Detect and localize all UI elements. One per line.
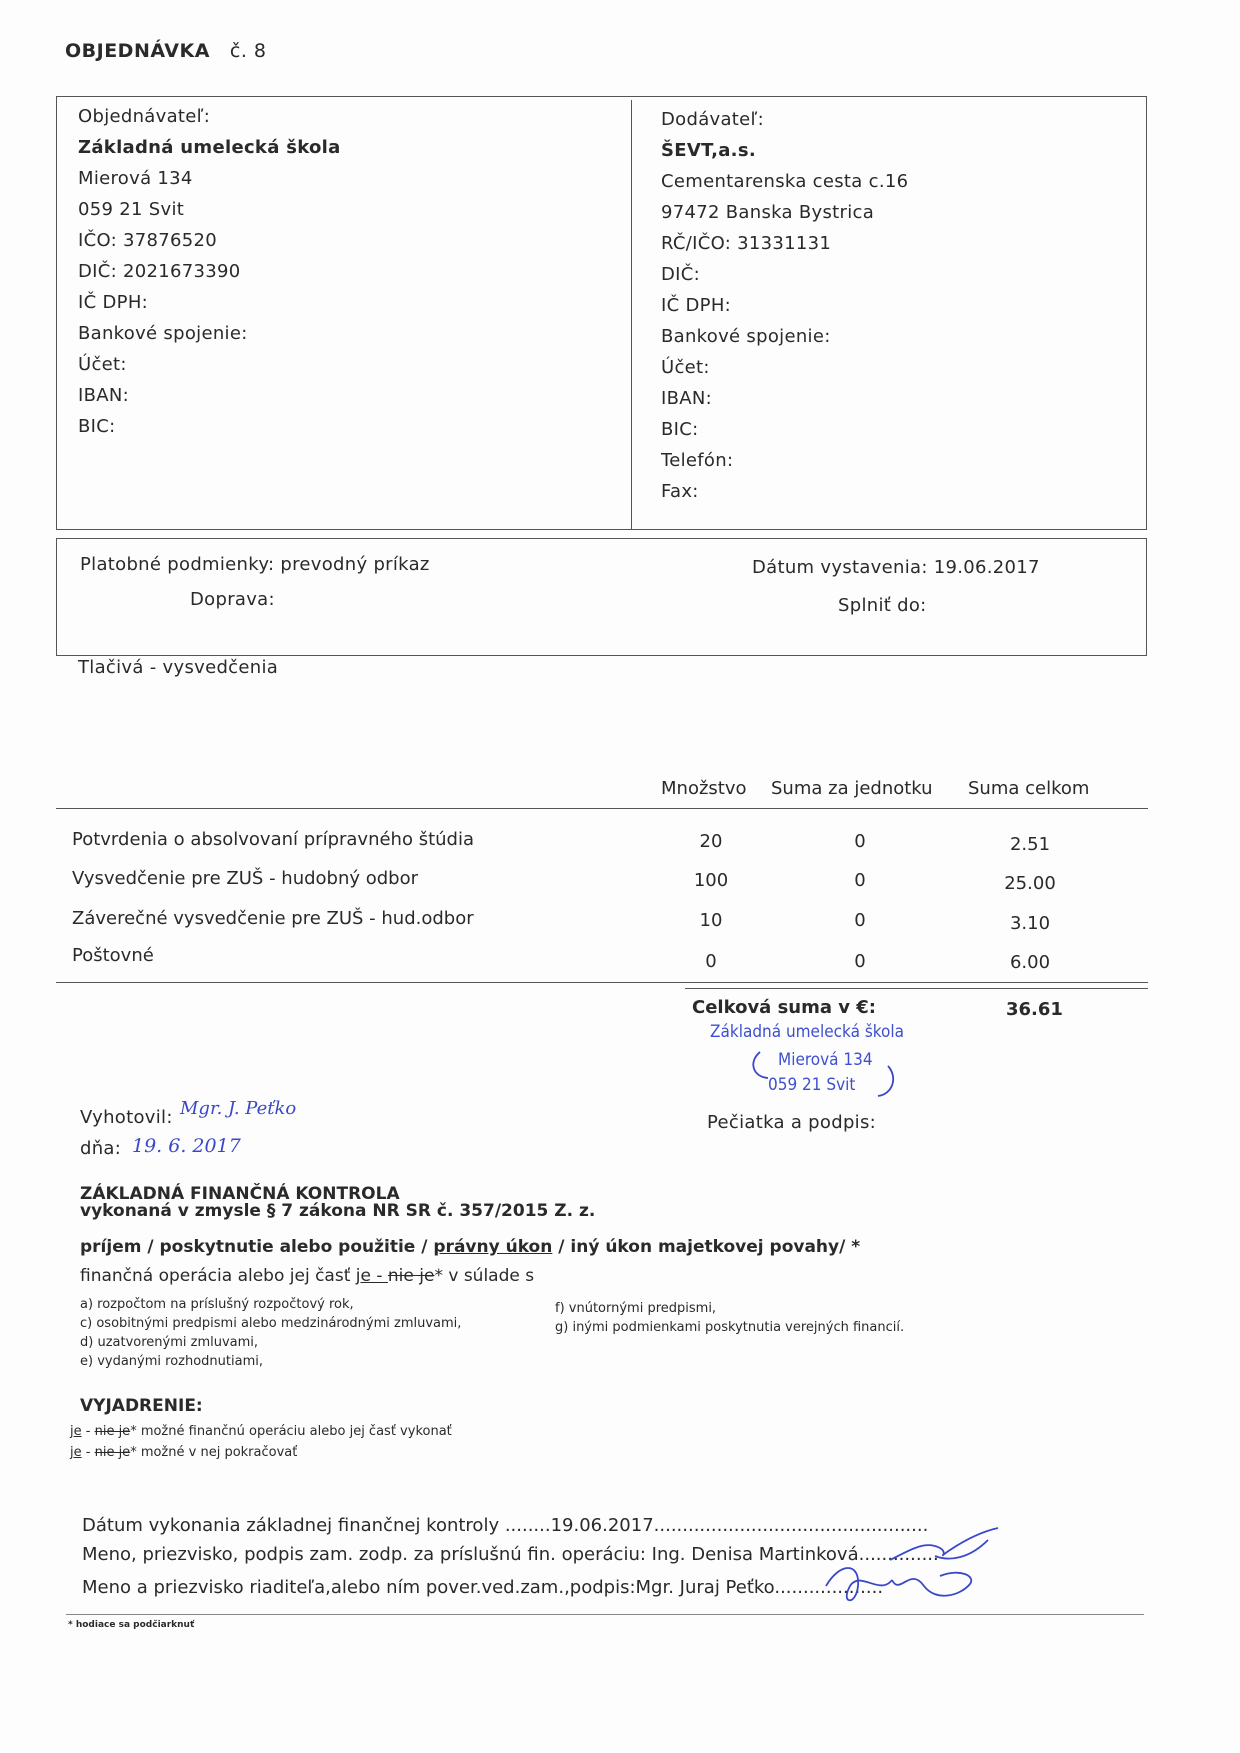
compliance-dash: - (370, 1266, 388, 1286)
payment-terms: Platobné podmienky: prevodný príkaz (80, 554, 430, 575)
sum-label: Celková suma v €: (692, 997, 877, 1018)
row-item: Záverečné vysvedčenie pre ZUŠ - hud.odbor (72, 908, 474, 929)
control-date-dots: ................................................ (653, 1515, 929, 1536)
control-title: ZÁKLADNÁ FINANČNÁ KONTROLA (80, 1184, 400, 1204)
director-signature (820, 1556, 980, 1612)
row-unit-price: 0 (854, 951, 866, 972)
control-item: f) vnútornými predpismi, (555, 1301, 717, 1316)
director-line (82, 1577, 883, 1598)
document-title-text: OBJEDNÁVKA (65, 40, 210, 62)
control-items-right (555, 1299, 904, 1337)
statement1-dash: - (81, 1424, 95, 1439)
school-stamp (708, 1022, 938, 1104)
row-quantity: 20 (699, 831, 723, 852)
stamp-line-1: Základná umelecká škola (710, 1022, 905, 1042)
control-item: d) uzatvorenými zmluvami, (80, 1335, 259, 1350)
prepared-by-label: Vyhotovil: (80, 1107, 173, 1128)
supplier-heading: Dodávateľ: (661, 109, 764, 130)
stamp-line-2: Mierová 134 (778, 1050, 873, 1070)
statement2-dash: - (81, 1445, 95, 1460)
supplier-dic: DIČ: (661, 264, 701, 285)
orderer-bic: BIC: (78, 416, 116, 437)
supplier-fax: Fax: (661, 481, 699, 502)
prepared-by-handwriting: Mgr. J. Peťko (180, 1098, 297, 1119)
compliance-e: * v súlade s (434, 1266, 535, 1286)
row-item: Vysvedčenie pre ZUŠ - hudobný odbor (72, 868, 419, 889)
control-date-label: Dátum vykonania základnej finančnej kontroly ........ (82, 1515, 551, 1536)
sum-value: 36.61 (1006, 999, 1063, 1020)
statement1-nie-je: nie je (94, 1424, 131, 1439)
statement-title: VYJADRENIE: (80, 1396, 203, 1416)
supplier-rc-ico: RČ/IČO: 31331131 (661, 233, 832, 254)
stamp-outline (708, 1022, 938, 1104)
row-unit-price: 0 (854, 870, 866, 891)
statement-line-1 (70, 1422, 452, 1441)
table-bottom-rule (56, 982, 1148, 983)
orderer-account: Účet: (78, 354, 127, 375)
control-date-value: 19.06.2017 (550, 1515, 654, 1536)
orderer-heading: Objednávateľ: (78, 106, 211, 127)
row-total: 3.10 (1009, 913, 1051, 934)
footer-rule (66, 1614, 1144, 1615)
compliance-je: je (355, 1266, 371, 1286)
issue-date: Dátum vystavenia: 19.06.2017 (752, 557, 1040, 578)
row-item: Potvrdenia o absolvovaní prípravného štúdia (72, 829, 475, 850)
orderer-block (78, 101, 341, 442)
orderer-name: Základná umelecká škola (78, 137, 341, 158)
order-subject: Tlačivá - vysvedčenia (78, 657, 279, 678)
row-total: 2.51 (1009, 834, 1051, 855)
orderer-iban: IBAN: (78, 385, 129, 406)
row-total: 6.00 (1009, 952, 1051, 973)
document-title (65, 40, 267, 62)
prepared-date-label: dňa: (80, 1138, 122, 1159)
row-quantity: 0 (705, 951, 717, 972)
statement1-je: je (70, 1424, 82, 1439)
parties-divider (631, 100, 632, 530)
supplier-block (661, 104, 908, 507)
due-date: Splniť do: (838, 595, 927, 616)
row-item: Poštovné (72, 945, 154, 966)
supplier-name: ŠEVT,a.s. (661, 140, 756, 161)
supplier-account: Účet: (661, 357, 710, 378)
footnote: * hodiace sa podčiarknuť (68, 1620, 195, 1630)
row-unit-price: 0 (854, 831, 866, 852)
operation-type-a: príjem / poskytnutie alebo použitie / (80, 1237, 434, 1257)
control-item: a) rozpočtom na príslušný rozpočtový rok, (80, 1297, 354, 1312)
director-dots: ................... (774, 1577, 884, 1598)
document-number: č. 8 (229, 40, 267, 62)
supplier-bank: Bankové spojenie: (661, 326, 831, 347)
supplier-city: 97472 Banska Bystrica (661, 202, 875, 223)
director-text: Meno a priezvisko riaditeľa,alebo ním pover.ved.zam.,podpis:Mgr. Juraj Peťko (82, 1577, 775, 1598)
header-total: Suma celkom (968, 778, 1090, 799)
responsible-line (82, 1544, 939, 1565)
control-date-line (82, 1515, 928, 1536)
orderer-ic-dph: IČ DPH: (78, 292, 149, 313)
header-unit-price: Suma za jednotku (771, 778, 933, 799)
operation-type-underlined: právny úkon (433, 1237, 553, 1257)
control-subtitle: vykonaná v zmysle § 7 zákona NR SR č. 357/2015 Z. z. (80, 1201, 596, 1221)
header-quantity: Množstvo (661, 778, 747, 799)
responsible-text: Meno, priezvisko, podpis zam. zodp. za príslušnú fin. operáciu: Ing. Denisa Martinková (82, 1544, 859, 1565)
orderer-bank: Bankové spojenie: (78, 323, 248, 344)
control-item: g) inými podmienkami poskytnutia verejných financií. (555, 1320, 905, 1335)
statement1-text: * možné finančnú operáciu alebo jej časť vykonať (130, 1424, 452, 1439)
control-item: c) osobitnými predpismi alebo medzinárodnými zmluvami, (80, 1316, 462, 1331)
statement2-nie-je: nie je (94, 1445, 131, 1460)
compliance-nie-je: nie je (387, 1266, 435, 1286)
row-quantity: 100 (693, 870, 729, 891)
control-items-left (80, 1295, 461, 1371)
compliance-a: finančná operácia alebo jej časť (80, 1266, 356, 1286)
transport: Doprava: (190, 589, 275, 610)
stamp-line-3: 059 21 Svit (768, 1075, 856, 1095)
supplier-bic: BIC: (661, 419, 699, 440)
statement2-je: je (70, 1445, 82, 1460)
statement2-text: * možné v nej pokračovať (130, 1445, 298, 1460)
stamp-signature-label: Pečiatka a podpis: (707, 1112, 877, 1133)
control-operation-type (80, 1237, 860, 1257)
orderer-street: Mierová 134 (78, 168, 193, 189)
supplier-ic-dph: IČ DPH: (661, 295, 732, 316)
statement-line-2 (70, 1443, 297, 1462)
total-rule (685, 988, 1148, 989)
control-compliance (80, 1266, 534, 1286)
responsible-dots: .............. (858, 1544, 939, 1565)
control-item: e) vydanými rozhodnutiami, (80, 1354, 263, 1369)
supplier-iban: IBAN: (661, 388, 712, 409)
supplier-phone: Telefón: (661, 450, 734, 471)
row-total: 25.00 (1004, 873, 1056, 894)
orderer-dic: DIČ: 2021673390 (78, 261, 241, 282)
prepared-date-handwriting: 19. 6. 2017 (132, 1135, 241, 1157)
operation-type-c: / iný úkon majetkovej povahy/ * (552, 1237, 861, 1257)
orderer-city: 059 21 Svit (78, 199, 185, 220)
table-top-rule (56, 808, 1148, 809)
row-unit-price: 0 (854, 910, 866, 931)
supplier-street: Cementarenska cesta c.16 (661, 171, 909, 192)
row-quantity: 10 (699, 910, 723, 931)
orderer-ico: IČO: 37876520 (78, 230, 218, 251)
